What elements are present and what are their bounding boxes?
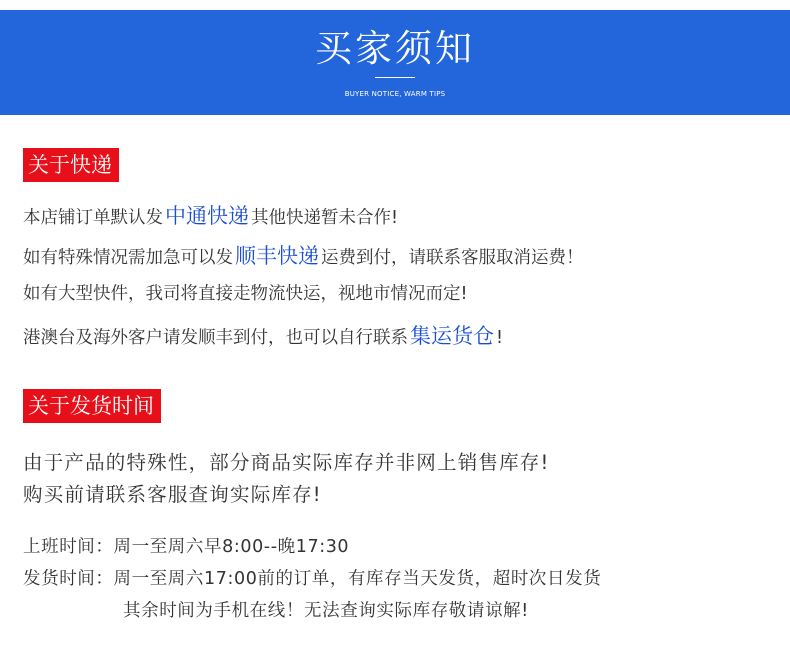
work-hours-row	[23, 534, 349, 560]
work-hours-value: 周一至周六早8:00--晚17:30	[113, 537, 350, 557]
ship-time-value: 周一至周六17:00前的订单，有库存当天发货，超时次日发货	[113, 569, 602, 589]
express-line-overseas-post: !	[496, 328, 504, 348]
ship-time-row	[23, 566, 601, 592]
highlight-zto: 中通快递	[165, 204, 249, 228]
shipping-line-contact: 购买前请联系客服查询实际库存!	[23, 483, 322, 506]
express-line-default-post: 其他快递暂未合作!	[251, 208, 399, 228]
header-banner	[0, 10, 790, 115]
express-line-overseas	[23, 323, 503, 351]
express-line-urgent	[23, 243, 584, 271]
ship-time-label: 发货时间：	[23, 569, 114, 589]
section-tag-express: 关于快递	[23, 148, 119, 182]
express-line-default	[23, 203, 398, 231]
banner-title: 买家须知	[315, 27, 475, 70]
work-hours-label: 上班时间：	[23, 537, 114, 557]
shipping-line-stock: 由于产品的特殊性，部分商品实际库存并非网上销售库存!	[23, 451, 550, 474]
highlight-sf: 顺丰快递	[235, 244, 319, 268]
express-line-urgent-pre: 如有特殊情况需加急可以发	[23, 248, 233, 268]
banner-divider	[375, 77, 415, 78]
express-line-large: 如有大型快件，我司将直接走物流快运，视地市情况而定!	[23, 284, 468, 304]
express-line-overseas-pre: 港澳台及海外客户请发顺丰到付，也可以自行联系	[23, 328, 408, 348]
section-tag-shipping: 关于发货时间	[23, 389, 161, 423]
express-line-urgent-post: 运费到付，请联系客服取消运费！	[321, 248, 584, 268]
express-line-default-pre: 本店铺订单默认发	[23, 208, 163, 228]
banner-subtitle: BUYER NOTICE, WARM TIPS	[344, 90, 446, 98]
ship-time-note: 其余时间为手机在线！无法查询实际库存敬请谅解!	[123, 601, 529, 621]
highlight-consolidation: 集运货仓	[410, 324, 494, 348]
